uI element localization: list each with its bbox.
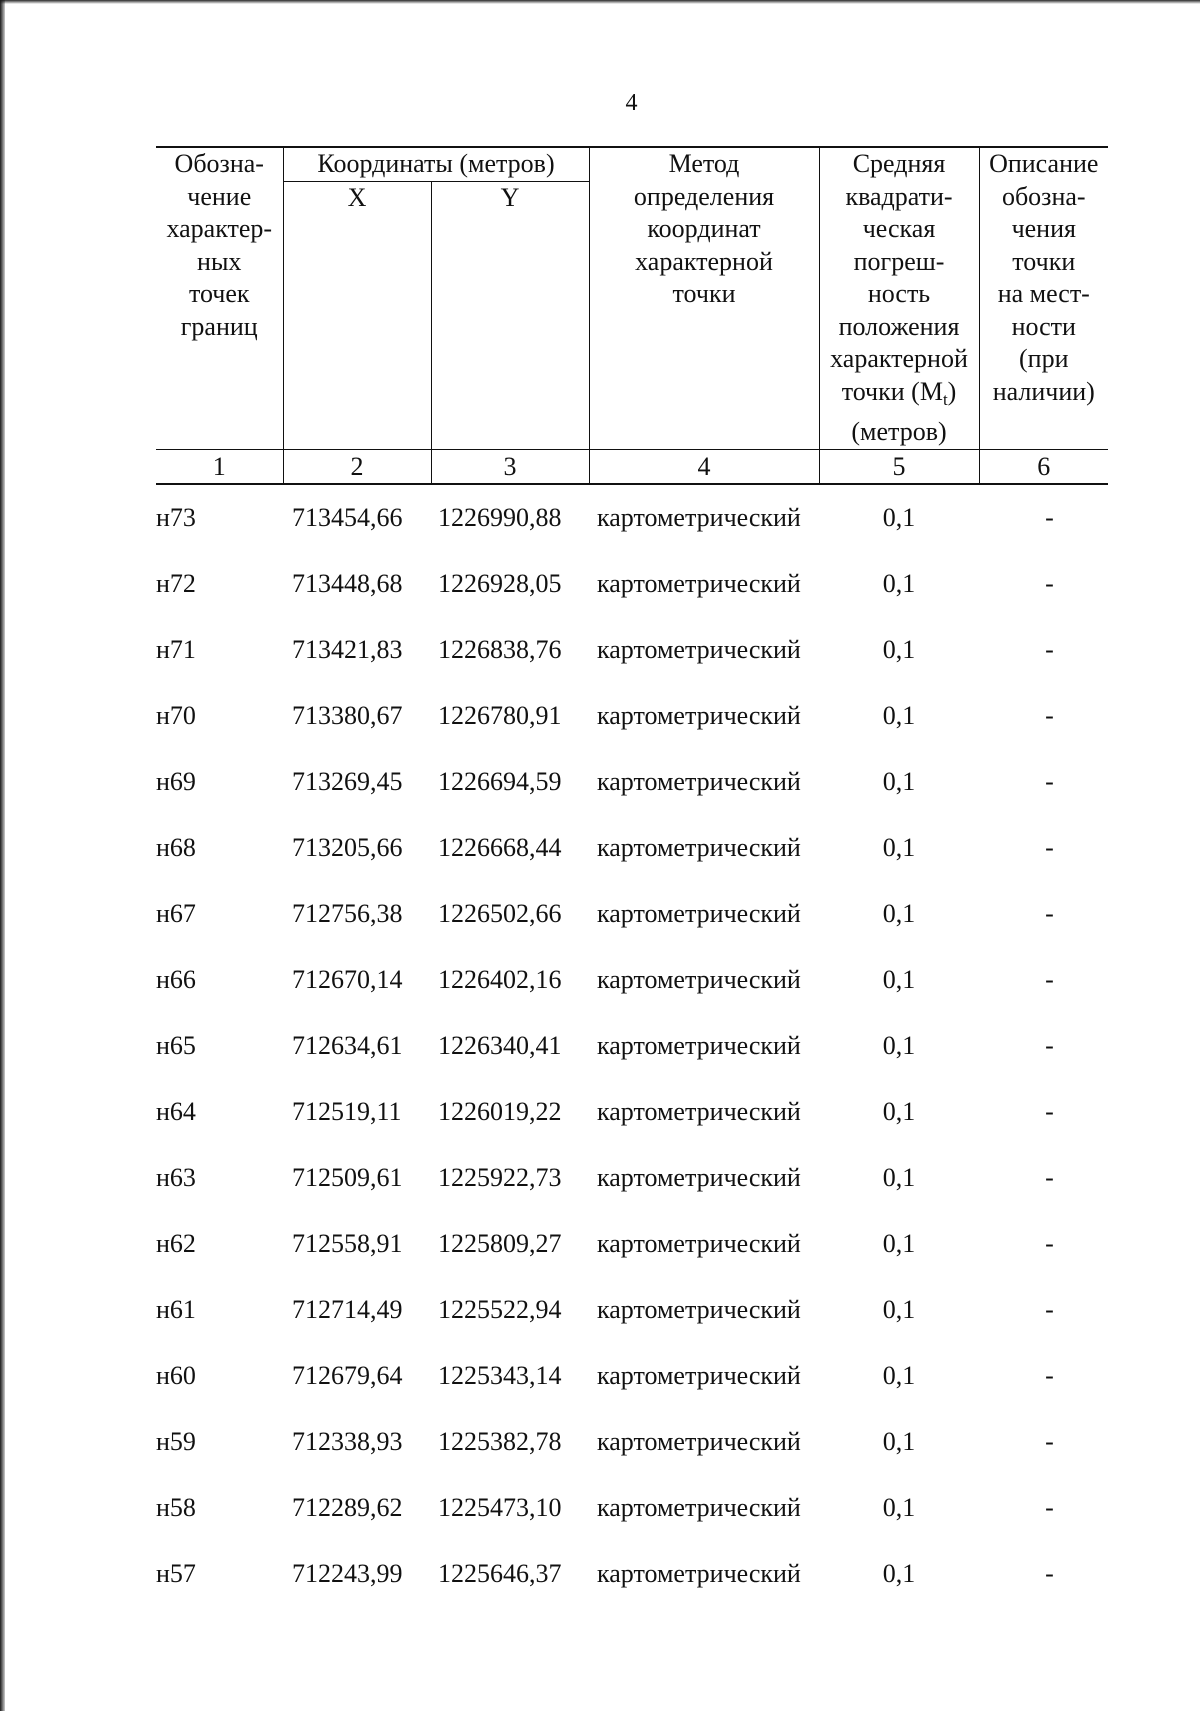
y-coordinate-cell: 1226990,88: [438, 502, 562, 532]
table-row: [156, 881, 1108, 947]
x-coordinate-cell: 712338,93: [292, 1426, 403, 1456]
header-x: X: [283, 182, 431, 449]
y-coordinate-cell: 1226019,22: [438, 1096, 562, 1126]
column-number: 5: [819, 449, 979, 484]
error-cell: 0,1: [882, 1492, 916, 1522]
x-coordinate-cell: 713421,83: [292, 634, 403, 664]
method-cell: картометрический: [597, 1558, 801, 1588]
description-cell: -: [1045, 1360, 1054, 1390]
x-coordinate-cell: 712519,11: [292, 1096, 402, 1126]
point-cell: н69: [156, 766, 196, 796]
point-cell: н72: [156, 568, 196, 598]
y-coordinate-cell: 1226402,16: [438, 964, 562, 994]
y-coordinate-cell: 1225646,37: [438, 1558, 562, 1588]
x-coordinate-cell: 713454,66: [292, 502, 403, 532]
point-cell: н62: [156, 1228, 196, 1258]
x-coordinate-cell: 713205,66: [292, 832, 403, 862]
error-cell: 0,1: [882, 1096, 916, 1126]
page-number: 4: [625, 90, 638, 116]
method-cell: картометрический: [597, 1426, 801, 1456]
method-cell: картометрический: [597, 1096, 801, 1126]
x-coordinate-cell: 712243,99: [292, 1558, 403, 1588]
error-cell: 0,1: [882, 568, 916, 598]
header-method-text: Метод определения координат характерной точки: [633, 149, 775, 308]
table-row: [156, 1211, 1108, 1277]
header-coordinates-group: Координаты (метров): [283, 147, 589, 182]
point-cell: н67: [156, 898, 196, 928]
table-row: [156, 617, 1108, 683]
table-row: [156, 1079, 1108, 1145]
description-cell: -: [1045, 634, 1054, 664]
method-cell: картометрический: [597, 700, 801, 730]
y-coordinate-cell: 1225343,14: [438, 1360, 562, 1390]
description-cell: -: [1045, 568, 1054, 598]
y-coordinate-cell: 1225522,94: [438, 1294, 562, 1324]
scan-edge-top: [0, 0, 1200, 4]
point-cell: н71: [156, 634, 196, 664]
method-cell: картометрический: [597, 964, 801, 994]
error-cell: 0,1: [882, 1294, 916, 1324]
x-coordinate-cell: 713269,45: [292, 766, 403, 796]
description-cell: -: [1045, 1030, 1054, 1060]
table-header: [156, 147, 1108, 484]
method-cell: картометрический: [597, 634, 801, 664]
y-coordinate-cell: 1225382,78: [438, 1426, 562, 1456]
point-cell: н63: [156, 1162, 196, 1192]
y-coordinate-cell: 1225473,10: [438, 1492, 562, 1522]
description-cell: -: [1045, 1294, 1054, 1324]
point-cell: н58: [156, 1492, 196, 1522]
header-error-tail: ) (метров): [851, 376, 957, 446]
method-cell: картометрический: [597, 898, 801, 928]
description-cell: -: [1045, 1558, 1054, 1588]
table-row: [156, 1541, 1108, 1607]
y-coordinate-cell: 1226838,76: [438, 634, 562, 664]
error-cell: 0,1: [882, 1426, 916, 1456]
header-error-subscript: t: [942, 389, 948, 409]
column-number: 4: [589, 449, 819, 484]
description-cell: -: [1045, 700, 1054, 730]
description-cell: -: [1045, 1492, 1054, 1522]
method-cell: картометрический: [597, 766, 801, 796]
y-coordinate-cell: 1226928,05: [438, 568, 562, 598]
method-cell: картометрический: [597, 1162, 801, 1192]
x-coordinate-cell: 712670,14: [292, 964, 403, 994]
description-cell: -: [1045, 964, 1054, 994]
method-cell: картометрический: [597, 1492, 801, 1522]
table-row: [156, 1277, 1108, 1343]
method-cell: картометрический: [597, 568, 801, 598]
method-cell: картометрический: [597, 1360, 801, 1390]
x-coordinate-cell: 713380,67: [292, 700, 403, 730]
table-row: [156, 815, 1108, 881]
point-cell: н59: [156, 1426, 196, 1456]
x-coordinate-cell: 712714,49: [292, 1294, 403, 1324]
column-number: 2: [283, 449, 431, 484]
header-method: [589, 147, 819, 449]
method-cell: картометрический: [597, 1294, 801, 1324]
table-body: [156, 484, 1108, 1607]
table-row: [156, 1343, 1108, 1409]
x-coordinate-cell: 713448,68: [292, 568, 403, 598]
method-cell: картометрический: [597, 1228, 801, 1258]
error-cell: 0,1: [882, 634, 916, 664]
header-y: Y: [431, 182, 589, 449]
y-coordinate-cell: 1226340,41: [438, 1030, 562, 1060]
scan-edge-left: [0, 0, 5, 1711]
point-cell: н73: [156, 502, 196, 532]
header-error-text: Средняя квадрати- ческая погреш- ность положения характерной точки (M: [830, 149, 968, 406]
column-number: 3: [431, 449, 589, 484]
table-row: [156, 1409, 1108, 1475]
x-coordinate-cell: 712634,61: [292, 1030, 403, 1060]
error-cell: 0,1: [882, 1360, 916, 1390]
coordinates-table: [156, 146, 1108, 1607]
error-cell: 0,1: [882, 1162, 916, 1192]
method-cell: картометрический: [597, 502, 801, 532]
header-description: [979, 147, 1108, 449]
table-row: [156, 683, 1108, 749]
x-coordinate-cell: 712679,64: [292, 1360, 403, 1390]
description-cell: -: [1045, 1426, 1054, 1456]
table-row: [156, 484, 1108, 551]
point-cell: н57: [156, 1558, 196, 1588]
column-number: 1: [156, 449, 283, 484]
description-cell: -: [1045, 1096, 1054, 1126]
table-row: [156, 1013, 1108, 1079]
point-cell: н70: [156, 700, 196, 730]
column-number-row: [156, 449, 1108, 484]
point-cell: н66: [156, 964, 196, 994]
y-coordinate-cell: 1225809,27: [438, 1228, 562, 1258]
point-cell: н68: [156, 832, 196, 862]
point-cell: н61: [156, 1294, 196, 1324]
y-coordinate-cell: 1226694,59: [438, 766, 562, 796]
point-cell: н65: [156, 1030, 196, 1060]
error-cell: 0,1: [882, 832, 916, 862]
description-cell: -: [1045, 1228, 1054, 1258]
description-cell: -: [1045, 1162, 1054, 1192]
table-row: [156, 551, 1108, 617]
method-cell: картометрический: [597, 832, 801, 862]
y-coordinate-cell: 1226780,91: [438, 700, 562, 730]
header-description-text: Описание обозна- чения точки на мест- ности (при наличии): [989, 149, 1099, 406]
error-cell: 0,1: [882, 898, 916, 928]
error-cell: 0,1: [882, 1030, 916, 1060]
y-coordinate-cell: 1225922,73: [438, 1162, 562, 1192]
x-coordinate-cell: 712289,62: [292, 1492, 403, 1522]
table-row: [156, 1475, 1108, 1541]
header-error: [819, 147, 979, 449]
error-cell: 0,1: [882, 700, 916, 730]
x-coordinate-cell: 712509,61: [292, 1162, 403, 1192]
description-cell: -: [1045, 898, 1054, 928]
y-coordinate-cell: 1226668,44: [438, 832, 562, 862]
x-coordinate-cell: 712558,91: [292, 1228, 403, 1258]
description-cell: -: [1045, 832, 1054, 862]
description-cell: -: [1045, 766, 1054, 796]
point-cell: н64: [156, 1096, 196, 1126]
error-cell: 0,1: [882, 766, 916, 796]
description-cell: -: [1045, 502, 1054, 532]
header-point: [156, 147, 283, 449]
y-coordinate-cell: 1226502,66: [438, 898, 562, 928]
column-number: 6: [979, 449, 1108, 484]
header-point-text: Обозна- чение характер- ных точек границ: [166, 149, 273, 341]
error-cell: 0,1: [882, 502, 916, 532]
table-row: [156, 947, 1108, 1013]
error-cell: 0,1: [882, 1228, 916, 1258]
table-row: [156, 1145, 1108, 1211]
point-cell: н60: [156, 1360, 196, 1390]
x-coordinate-cell: 712756,38: [292, 898, 403, 928]
table-row: [156, 749, 1108, 815]
method-cell: картометрический: [597, 1030, 801, 1060]
error-cell: 0,1: [882, 964, 916, 994]
error-cell: 0,1: [882, 1558, 916, 1588]
